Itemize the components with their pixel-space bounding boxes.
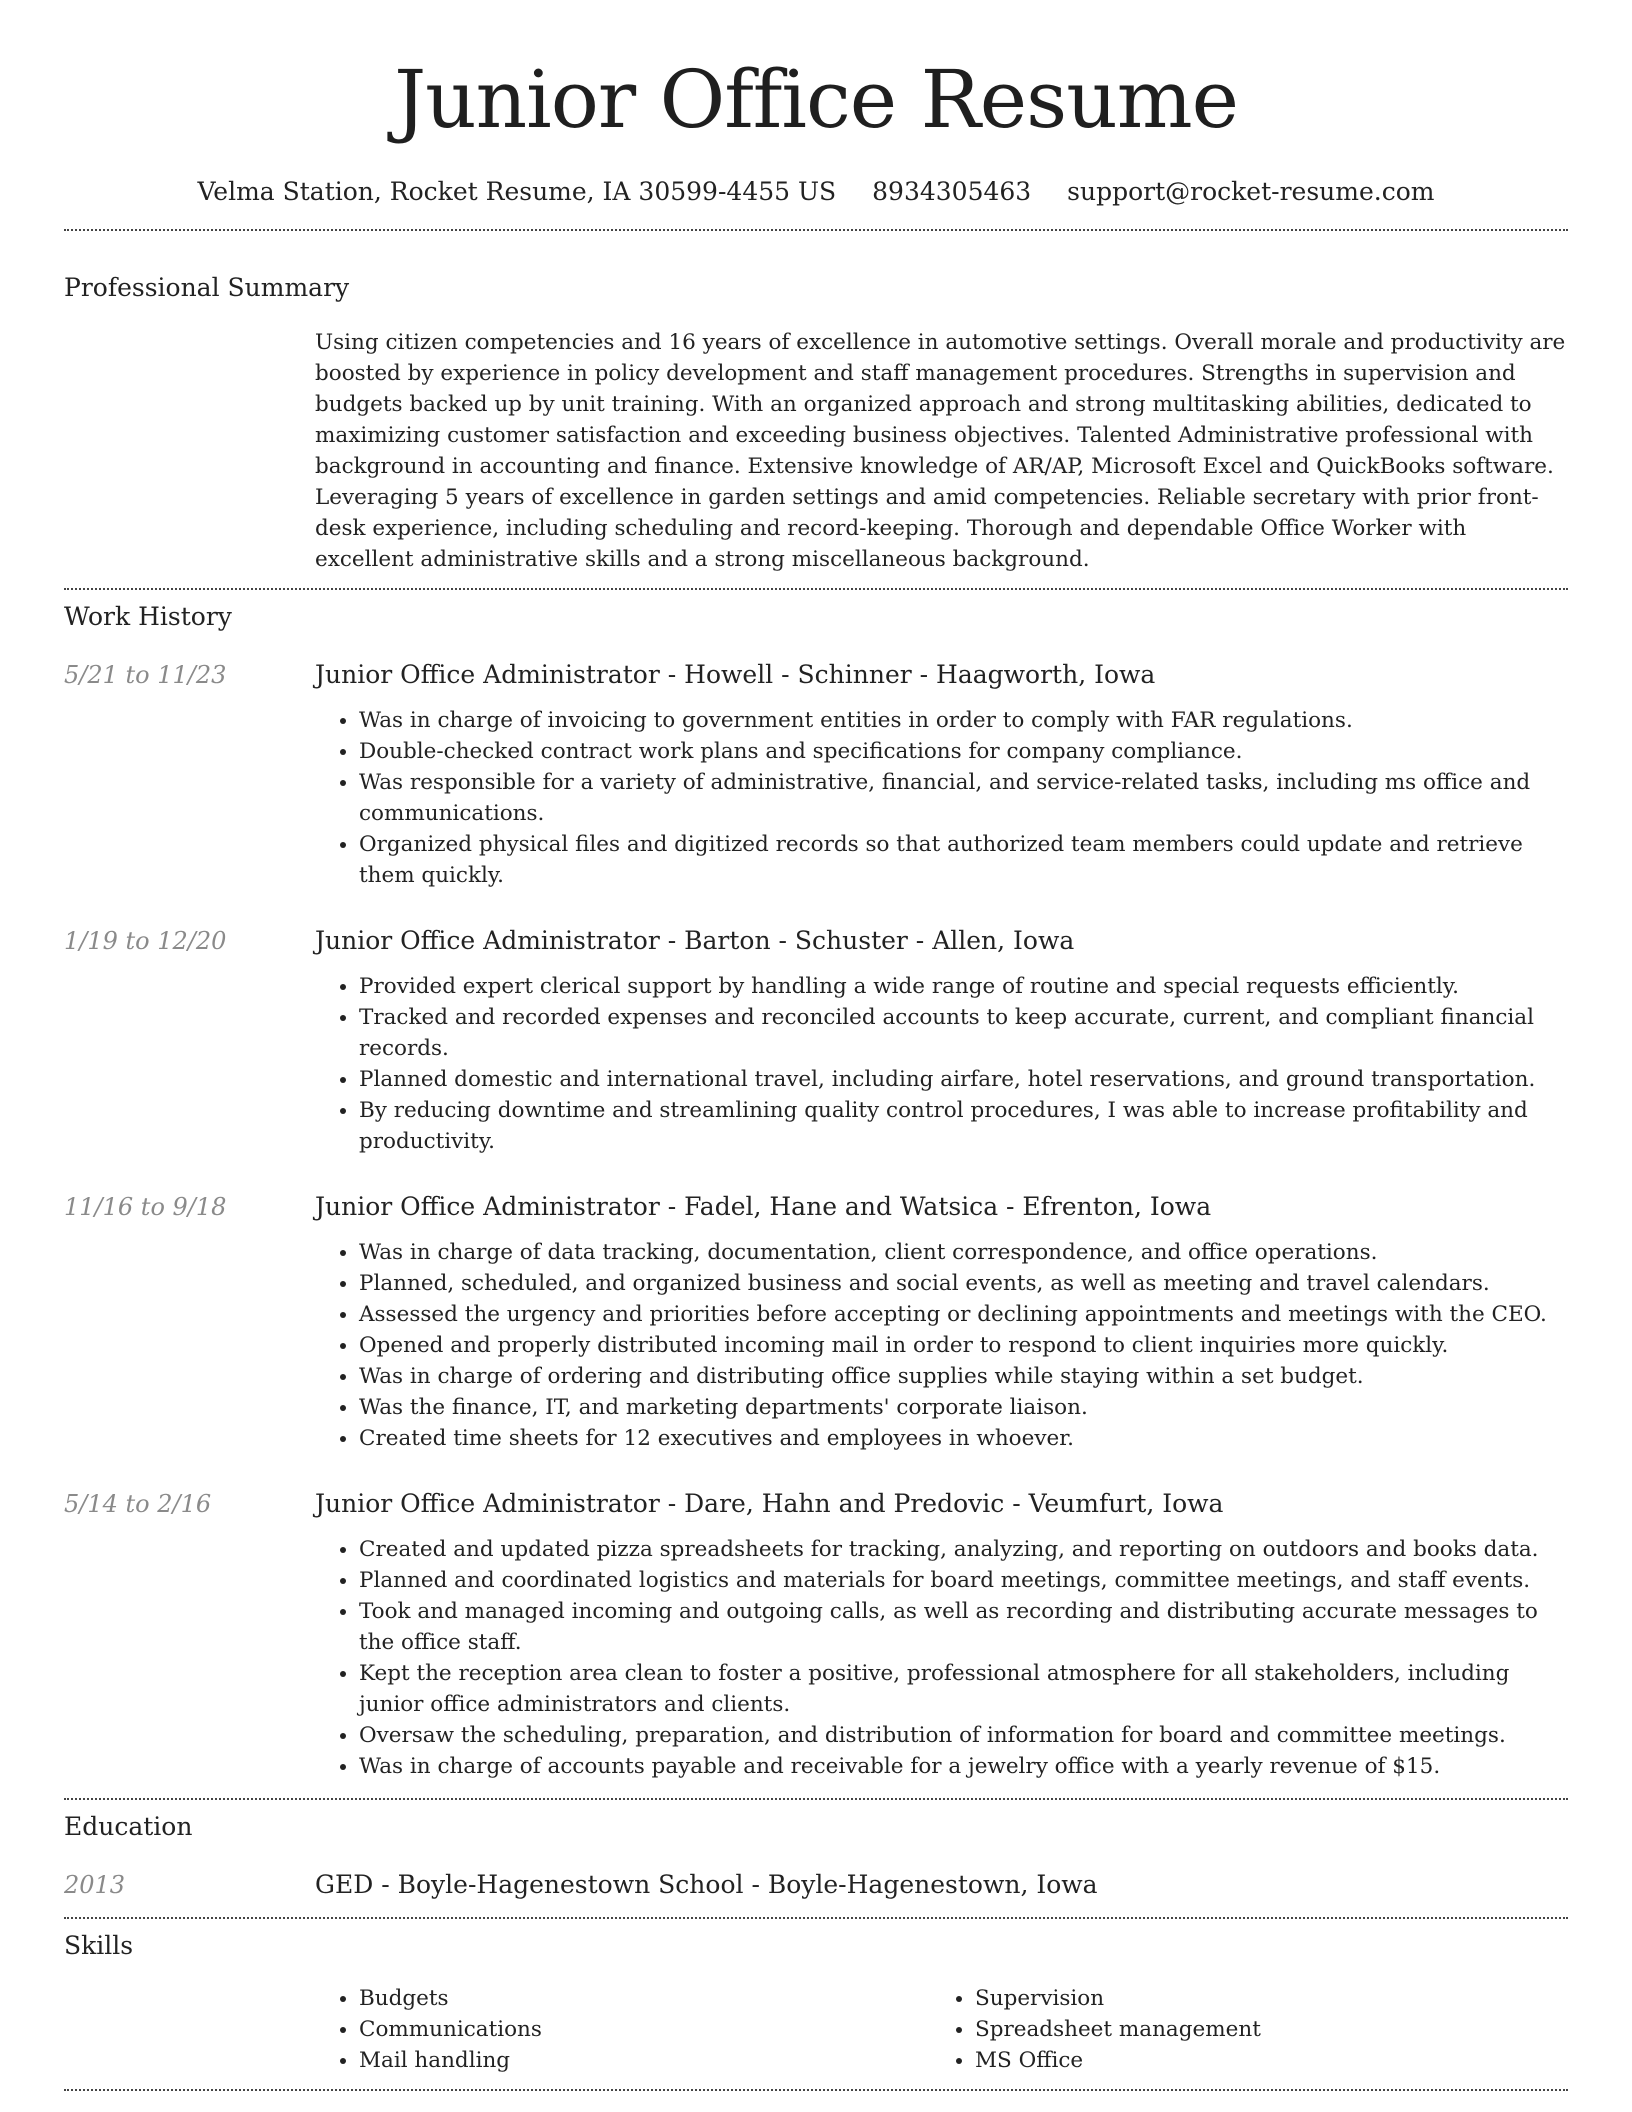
job-bullet: • Was in charge of accounts payable and receivable for a jewelry office with a yearly revenue of $15. <box>359 1751 1568 1782</box>
job-dates: 11/16 to 9/18 <box>64 1193 227 1221</box>
job-entry <box>64 658 1568 891</box>
job-body <box>315 924 1568 1157</box>
education-date-col <box>64 1868 315 1902</box>
skill-item: • Spreadsheet management <box>975 2014 1547 2045</box>
job-entry <box>64 1190 1568 1454</box>
divider <box>64 2089 1568 2091</box>
job-dates: 5/21 to 11/23 <box>64 661 227 689</box>
job-dates: 5/14 to 2/16 <box>64 1490 212 1518</box>
resume-title: Junior Office Resume <box>394 53 1238 146</box>
job-date-col <box>64 924 315 1157</box>
skill-item: • Supervision <box>975 1983 1547 2014</box>
job-date-col <box>64 1190 315 1454</box>
skills-grid <box>315 1983 1568 2076</box>
job-bullet: • Kept the reception area clean to foster a positive, professional atmosphere for all stakeholders, including junior office administrators and clients. <box>359 1658 1568 1720</box>
job-entry <box>64 924 1568 1157</box>
section-title-skills: Skills <box>64 1931 134 1960</box>
skill-item: • Budgets <box>359 1983 931 2014</box>
summary-row <box>64 327 1568 575</box>
contact-line <box>64 174 1568 210</box>
job-dates: 1/19 to 12/20 <box>64 927 227 955</box>
contact-address: Velma Station, Rocket Resume, IA 30599-4455 US <box>197 177 837 206</box>
education-year: 2013 <box>64 1871 126 1899</box>
job-bullet: • Created and updated pizza spreadsheets for tracking, analyzing, and reporting on outdoors and books data. <box>359 1534 1568 1565</box>
job-bullet: • Oversaw the scheduling, preparation, and distribution of information for board and committee meetings. <box>359 1720 1568 1751</box>
job-title: Junior Office Administrator - Dare, Hahn and Predovic - Veumfurt, Iowa <box>315 1489 1224 1518</box>
job-title: Junior Office Administrator - Barton - Schuster - Allen, Iowa <box>315 926 1075 955</box>
skills-row <box>64 1983 1568 2076</box>
job-bullet: • Organized physical files and digitized records so that authorized team members could update and retrieve them quickly. <box>359 829 1568 891</box>
job-date-col <box>64 1487 315 1782</box>
section-title-summary: Professional Summary <box>64 273 350 302</box>
job-bullet: • By reducing downtime and streamlining quality control procedures, I was able to increase profitability and productivity. <box>359 1095 1568 1157</box>
section-title-education: Education <box>64 1812 193 1841</box>
job-body <box>315 1190 1568 1454</box>
job-bullet: • Created time sheets for 12 executives and employees in whoever. <box>359 1423 1568 1454</box>
summary-text: Using citizen competencies and 16 years of excellence in automotive settings. Overall morale and productivity are boosted by experience in policy development and staff management procedures. Strengths in supervision and budgets backed up by unit training. With an organized approach and strong multitasking abilities, dedicated to maximizing customer satisfaction and exceeding business objectives. Talented Administrative professional with background in accounting and finance. Extensive knowledge of AR/AP, Microsoft Excel and QuickBooks software. Leveraging 5 years of excellence in garden settings and amid competencies. Reliable secretary with prior front-desk experience, including scheduling and record-keeping. Thorough and dependable Office Worker with excellent administrative skills and a strong miscellaneous background. <box>315 330 1566 572</box>
job-body <box>315 658 1568 891</box>
education-body <box>315 1868 1568 1902</box>
job-entry <box>64 1487 1568 1782</box>
job-bullet: • Planned, scheduled, and organized business and social events, as well as meeting and travel calendars. <box>359 1268 1568 1299</box>
skills-section <box>64 1919 1568 2076</box>
summary-section <box>64 231 1568 575</box>
job-bullet: • Opened and properly distributed incoming mail in order to respond to client inquiries more quickly. <box>359 1330 1568 1361</box>
education-degree: GED - Boyle-Hagenestown School - Boyle-Hagenestown, Iowa <box>315 1870 1098 1899</box>
section-title-work-history: Work History <box>64 602 232 631</box>
skill-item: • MS Office <box>975 2045 1547 2076</box>
work-history-section <box>64 590 1568 1782</box>
skills-list-left <box>315 1983 931 2076</box>
skills-spacer <box>64 1983 315 2076</box>
summary-body <box>315 327 1568 575</box>
job-bullets <box>315 1534 1568 1782</box>
job-title: Junior Office Administrator - Fadel, Hane and Watsica - Efrenton, Iowa <box>315 1192 1212 1221</box>
job-bullet: • Was in charge of invoicing to government entities in order to comply with FAR regulations. <box>359 705 1568 736</box>
job-bullet: • Planned domestic and international travel, including airfare, hotel reservations, and ground transportation. <box>359 1064 1568 1095</box>
education-entry <box>64 1868 1568 1902</box>
job-bullet: • Was responsible for a variety of administrative, financial, and service-related tasks, including ms office and communications. <box>359 767 1568 829</box>
job-bullet: • Provided expert clerical support by handling a wide range of routine and special requests efficiently. <box>359 971 1568 1002</box>
job-bullet: • Planned and coordinated logistics and materials for board meetings, committee meetings, and staff events. <box>359 1565 1568 1596</box>
contact-email: support@rocket-resume.com <box>1067 177 1435 206</box>
skill-item: • Mail handling <box>359 2045 931 2076</box>
job-title: Junior Office Administrator - Howell - Schinner - Haagworth, Iowa <box>315 660 1156 689</box>
contact-phone: 8934305463 <box>872 177 1032 206</box>
summary-spacer <box>64 327 315 575</box>
job-bullets <box>315 1237 1568 1454</box>
job-bullet: • Tracked and recorded expenses and reconciled accounts to keep accurate, current, and compliant financial records. <box>359 1002 1568 1064</box>
job-bullets <box>315 705 1568 891</box>
job-bullet: • Was in charge of ordering and distributing office supplies while staying within a set budget. <box>359 1361 1568 1392</box>
job-body <box>315 1487 1568 1782</box>
job-date-col <box>64 658 315 891</box>
job-bullet: • Took and managed incoming and outgoing calls, as well as recording and distributing accurate messages to the office staff. <box>359 1596 1568 1658</box>
skill-item: • Communications <box>359 2014 931 2045</box>
job-bullet: • Assessed the urgency and priorities before accepting or declining appointments and meetings with the CEO. <box>359 1299 1568 1330</box>
job-bullets <box>315 971 1568 1157</box>
job-bullet: • Double-checked contract work plans and specifications for company compliance. <box>359 736 1568 767</box>
job-bullet: • Was in charge of data tracking, documentation, client correspondence, and office operations. <box>359 1237 1568 1268</box>
skills-list-right <box>931 1983 1547 2076</box>
education-section <box>64 1800 1568 1902</box>
job-bullet: • Was the finance, IT, and marketing departments' corporate liaison. <box>359 1392 1568 1423</box>
